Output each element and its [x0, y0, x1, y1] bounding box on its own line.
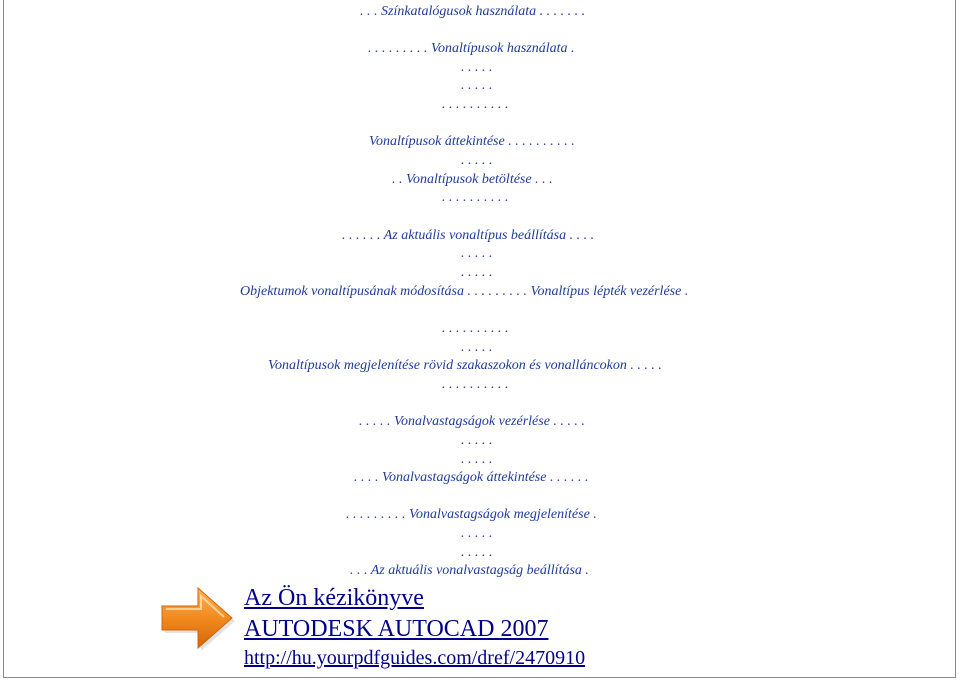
toc-line: . . . . . — [461, 340, 493, 355]
toc-line[interactable]: . . . . . . . . . Vonalvastagságok megjelenítése . — [346, 507, 597, 522]
toc-line: . . . . . . . . . . — [442, 321, 509, 336]
page-border-bottom — [3, 677, 956, 678]
toc-line: . . . . . — [461, 78, 493, 93]
toc-line: . . . . . — [461, 153, 493, 168]
toc-line[interactable]: Vonaltípusok áttekintése . . . . . . . . . . — [369, 134, 575, 149]
product-name-link[interactable]: AUTODESK AUTOCAD 2007 — [244, 616, 549, 642]
manual-url-link[interactable]: http://hu.yourpdfguides.com/dref/2470910 — [244, 647, 586, 669]
toc-line[interactable]: . . . Színkatalógusok használata . . . . . . . — [360, 4, 586, 19]
toc-line[interactable]: . . . . Vonalvastagságok áttekintése . . . . . . — [354, 470, 589, 485]
toc-line: . . . . . — [461, 526, 493, 541]
toc-line: . . . . . — [461, 60, 493, 75]
toc-line: . . . . . — [461, 433, 493, 448]
toc-line[interactable]: . . . . . . Az aktuális vonaltípus beállítása . . . . — [342, 228, 595, 243]
toc-line: . . . . . . . . . . — [442, 97, 509, 112]
toc-line: . . . . . . . . . . — [442, 377, 509, 392]
toc-line: . . . . . — [461, 545, 493, 560]
manual-banner — [4, 580, 955, 677]
arrow-right-icon — [158, 584, 236, 652]
toc-line[interactable]: Vonaltípusok megjelenítése rövid szakaszokon és vonalláncokon . . . . . — [268, 358, 662, 373]
manual-title-link[interactable]: Az Ön kézikönyve — [244, 585, 424, 611]
toc-line: . . . . . — [461, 452, 493, 467]
toc-line[interactable]: . . . Az aktuális vonalvastagság beállítása . — [350, 563, 589, 578]
toc-line: . . . . . — [461, 265, 493, 280]
toc-line: . . . . . . . . . . — [442, 190, 509, 205]
toc-line[interactable]: Objektumok vonaltípusának módosítása . . . . . . . . . Vonaltípus lépték vezérlése . — [240, 284, 689, 299]
toc-line[interactable]: . . Vonaltípusok betöltése . . . — [392, 172, 553, 187]
toc-line: . . . . . — [461, 246, 493, 261]
toc-line[interactable]: . . . . . Vonalvastagságok vezérlése . . . . . — [359, 414, 585, 429]
toc-line[interactable]: . . . . . . . . . Vonaltípusok használata . — [368, 41, 575, 56]
